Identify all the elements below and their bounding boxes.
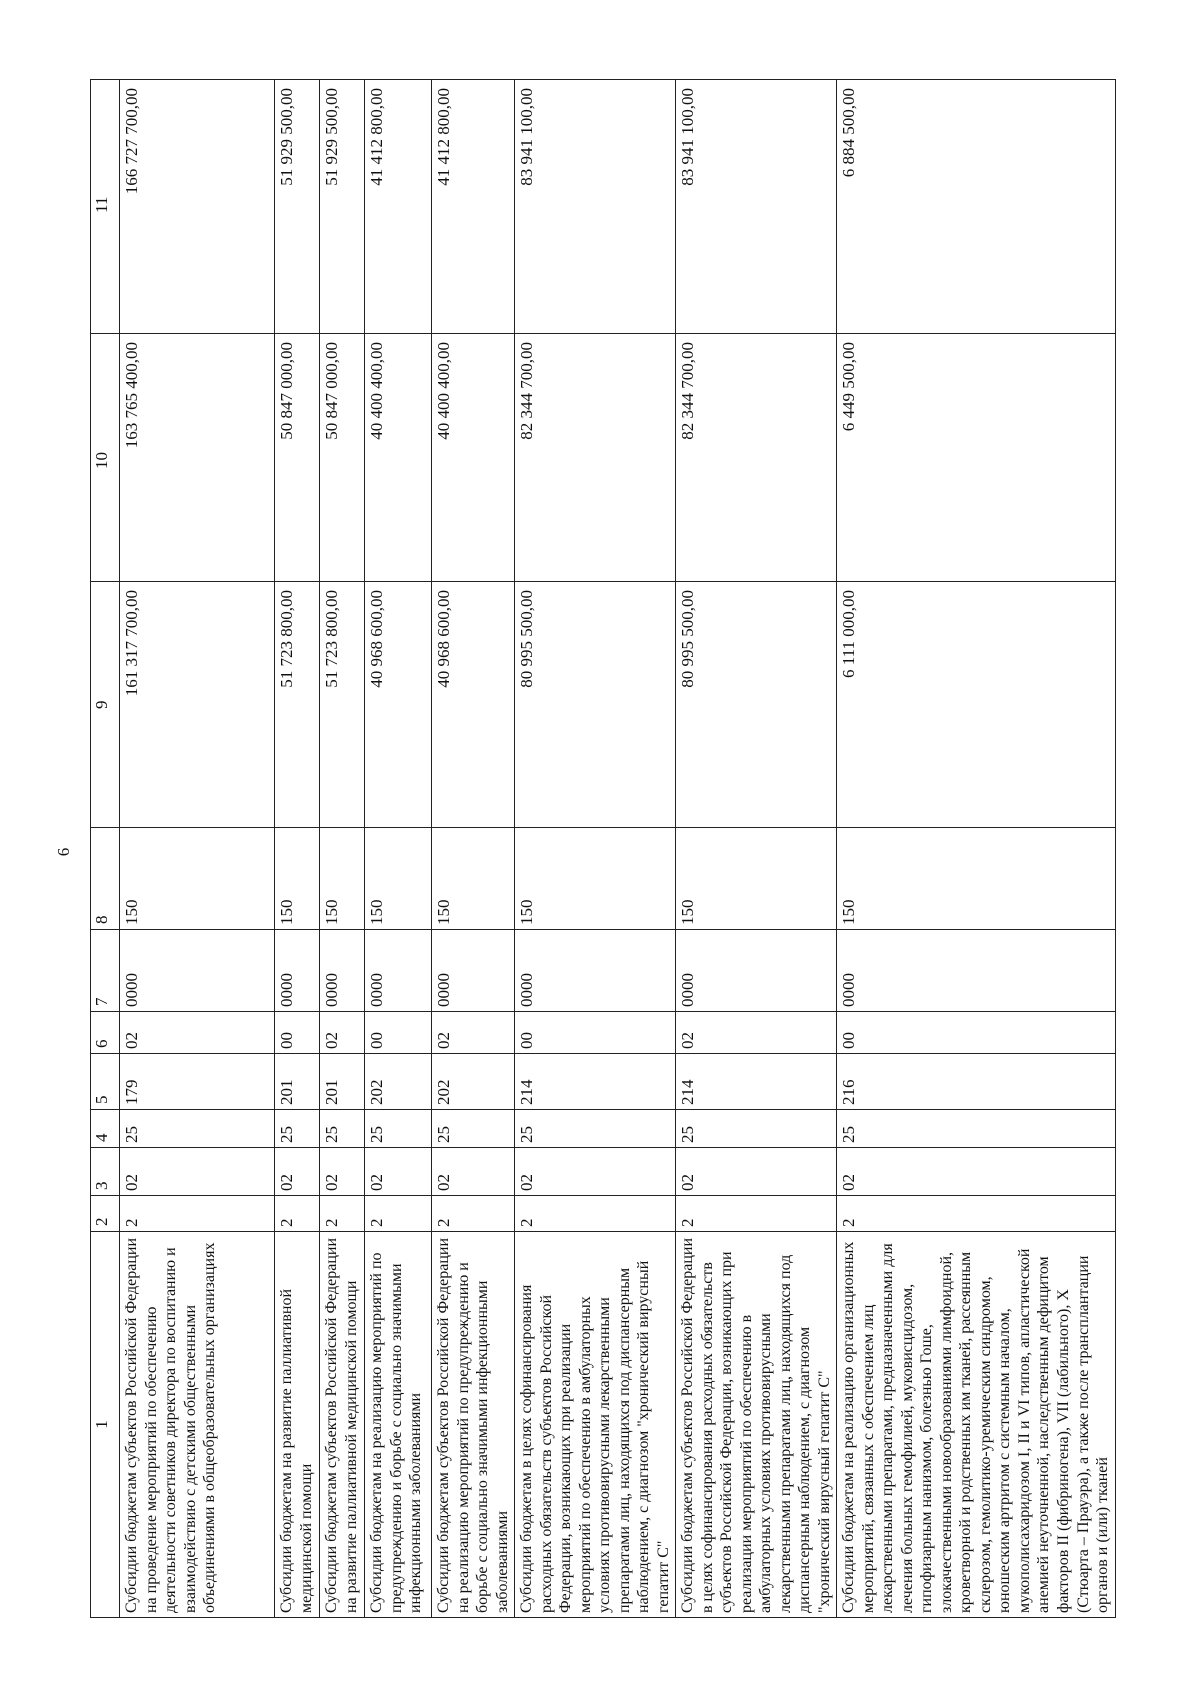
amount-cell: 51 723 800,00 (275, 582, 320, 828)
code-cell: 00 (515, 1012, 676, 1054)
code-cell: 0000 (432, 930, 515, 1012)
code-cell: 179 (120, 1054, 275, 1110)
column-header: 7 (91, 930, 120, 1012)
code-cell: 02 (365, 1148, 432, 1196)
code-cell: 2 (120, 1196, 275, 1232)
code-cell: 0000 (676, 930, 837, 1012)
amount-cell: 80 995 500,00 (515, 582, 676, 828)
code-cell: 150 (120, 828, 275, 930)
table-row (120, 80, 275, 1618)
code-cell: 2 (365, 1196, 432, 1232)
row-description: Субсидии бюджетам в целях софинансирования расходных обязательств субъектов Российской Федерации, возникающих при реализации мероприятий по обеспечению в амбулаторных условиях противовирусными лекарственными препаратами лиц, находящихся под диспансерным наблюдением, с диагнозом "хронический вирусный гепатит С" (515, 1232, 676, 1618)
column-header: 4 (91, 1110, 120, 1148)
code-cell: 201 (275, 1054, 320, 1110)
code-cell: 0000 (275, 930, 320, 1012)
code-cell: 00 (275, 1012, 320, 1054)
code-cell: 2 (837, 1196, 1115, 1232)
amount-cell: 51 723 800,00 (320, 582, 365, 828)
amount-cell: 51 929 500,00 (275, 80, 320, 334)
code-cell: 202 (365, 1054, 432, 1110)
column-header: 1 (91, 1232, 120, 1618)
column-header: 5 (91, 1054, 120, 1110)
amount-cell: 50 847 000,00 (275, 334, 320, 582)
code-cell: 150 (365, 828, 432, 930)
code-cell: 02 (515, 1148, 676, 1196)
amount-cell: 161 317 700,00 (120, 582, 275, 828)
budget-table (90, 79, 1116, 1618)
row-description: Субсидии бюджетам на реализацию организационных мероприятий, связанных с обеспечением лиц лекарственными препаратами, предназначенными для лечения больных гемофилией, муковисцидозом, гипофизарным нанизмом, болезнью Гоше, злокачественными новообразованиями лимфоидной, кроветворной и родственных им тканей, рассеянным склерозом, гемолитико-уремическим синдромом, юношеским артритом с системным началом, мукополисахаридозом I, II и VI типов, апластической анемией неуточненной, наследственным дефицитом факторов II (фибриногена), VII (лабильного), X (Стюарта – Прауэра), а также после трансплантации органов и (или) тканей (837, 1232, 1115, 1618)
code-cell: 00 (365, 1012, 432, 1054)
page-number: 6 (54, 847, 73, 857)
rotated-table-wrapper (90, 80, 1112, 1618)
row-description: Субсидии бюджетам субъектов Российской Федерации на реализацию мероприятий по предупреждению и борьбе с социально значимыми инфекционными заболеваниями (432, 1232, 515, 1618)
code-cell: 02 (275, 1148, 320, 1196)
code-cell: 201 (320, 1054, 365, 1110)
code-cell: 25 (120, 1110, 275, 1148)
code-cell: 2 (320, 1196, 365, 1232)
column-header: 3 (91, 1148, 120, 1196)
amount-cell: 41 412 800,00 (432, 80, 515, 334)
amount-cell: 40 968 600,00 (365, 582, 432, 828)
code-cell: 02 (676, 1148, 837, 1196)
code-cell: 150 (676, 828, 837, 930)
amount-cell: 40 968 600,00 (432, 582, 515, 828)
table-row (432, 80, 515, 1618)
code-cell: 25 (676, 1110, 837, 1148)
table-row (320, 80, 365, 1618)
amount-cell: 82 344 700,00 (515, 334, 676, 582)
code-cell: 150 (515, 828, 676, 930)
column-header: 6 (91, 1012, 120, 1054)
code-cell: 0000 (365, 930, 432, 1012)
table-row (275, 80, 320, 1618)
code-cell: 2 (432, 1196, 515, 1232)
row-description: Субсидии бюджетам субъектов Российской Федерации в целях софинансирования расходных обязательств субъектов Российской Федерации, возникающих при реализации мероприятий по обеспечению в амбулаторных условиях противовирусными лекарственными препаратами лиц, находящихся под диспансерным наблюдением, с диагнозом "хронический вирусный гепатит С" (676, 1232, 837, 1618)
code-cell: 0000 (320, 930, 365, 1012)
amount-cell: 51 929 500,00 (320, 80, 365, 334)
amount-cell: 163 765 400,00 (120, 334, 275, 582)
column-header: 2 (91, 1196, 120, 1232)
code-cell: 02 (432, 1012, 515, 1054)
code-cell: 02 (320, 1012, 365, 1054)
column-header: 8 (91, 828, 120, 930)
code-cell: 25 (515, 1110, 676, 1148)
code-cell: 150 (320, 828, 365, 930)
code-cell: 214 (676, 1054, 837, 1110)
table-row (676, 80, 837, 1618)
code-cell: 02 (120, 1012, 275, 1054)
code-cell: 25 (320, 1110, 365, 1148)
code-cell: 25 (432, 1110, 515, 1148)
table-row (365, 80, 432, 1618)
amount-cell: 80 995 500,00 (676, 582, 837, 828)
code-cell: 2 (275, 1196, 320, 1232)
table-row (515, 80, 676, 1618)
amount-cell: 166 727 700,00 (120, 80, 275, 334)
code-cell: 25 (837, 1110, 1115, 1148)
amount-cell: 83 941 100,00 (676, 80, 837, 334)
code-cell: 02 (432, 1148, 515, 1196)
code-cell: 02 (676, 1012, 837, 1054)
code-cell: 202 (432, 1054, 515, 1110)
code-cell: 25 (275, 1110, 320, 1148)
row-description: Субсидии бюджетам на развитие паллиативной медицинской помощи (275, 1232, 320, 1618)
code-cell: 150 (432, 828, 515, 930)
amount-cell: 82 344 700,00 (676, 334, 837, 582)
row-description: Субсидии бюджетам на реализацию мероприятий по предупреждению и борьбе с социально значимыми инфекционными заболеваниями (365, 1232, 432, 1618)
amount-cell: 50 847 000,00 (320, 334, 365, 582)
code-cell: 02 (120, 1148, 275, 1196)
column-header: 9 (91, 582, 120, 828)
code-cell: 0000 (837, 930, 1115, 1012)
code-cell: 2 (676, 1196, 837, 1232)
code-cell: 25 (365, 1110, 432, 1148)
code-cell: 2 (515, 1196, 676, 1232)
code-cell: 02 (320, 1148, 365, 1196)
table-row (837, 80, 1115, 1618)
amount-cell: 83 941 100,00 (515, 80, 676, 334)
code-cell: 150 (837, 828, 1115, 930)
row-description: Субсидии бюджетам субъектов Российской Федерации на развитие паллиативной медицинской помощи (320, 1232, 365, 1618)
amount-cell: 6 449 500,00 (837, 334, 1115, 582)
code-cell: 00 (837, 1012, 1115, 1054)
code-cell: 0000 (120, 930, 275, 1012)
code-cell: 150 (275, 828, 320, 930)
code-cell: 216 (837, 1054, 1115, 1110)
code-cell: 0000 (515, 930, 676, 1012)
row-description: Субсидии бюджетам субъектов Российской Федерации на проведение мероприятий по обеспечению деятельности советников директора по воспитанию и взаимодействию с детскими общественными объединениями в общеобразовательных организациях (120, 1232, 275, 1618)
amount-cell: 40 400 400,00 (432, 334, 515, 582)
column-header: 11 (91, 80, 120, 334)
amount-cell: 40 400 400,00 (365, 334, 432, 582)
code-cell: 02 (837, 1148, 1115, 1196)
amount-cell: 6 884 500,00 (837, 80, 1115, 334)
amount-cell: 41 412 800,00 (365, 80, 432, 334)
header-row (91, 80, 120, 1618)
amount-cell: 6 111 000,00 (837, 582, 1115, 828)
code-cell: 214 (515, 1054, 676, 1110)
column-header: 10 (91, 334, 120, 582)
